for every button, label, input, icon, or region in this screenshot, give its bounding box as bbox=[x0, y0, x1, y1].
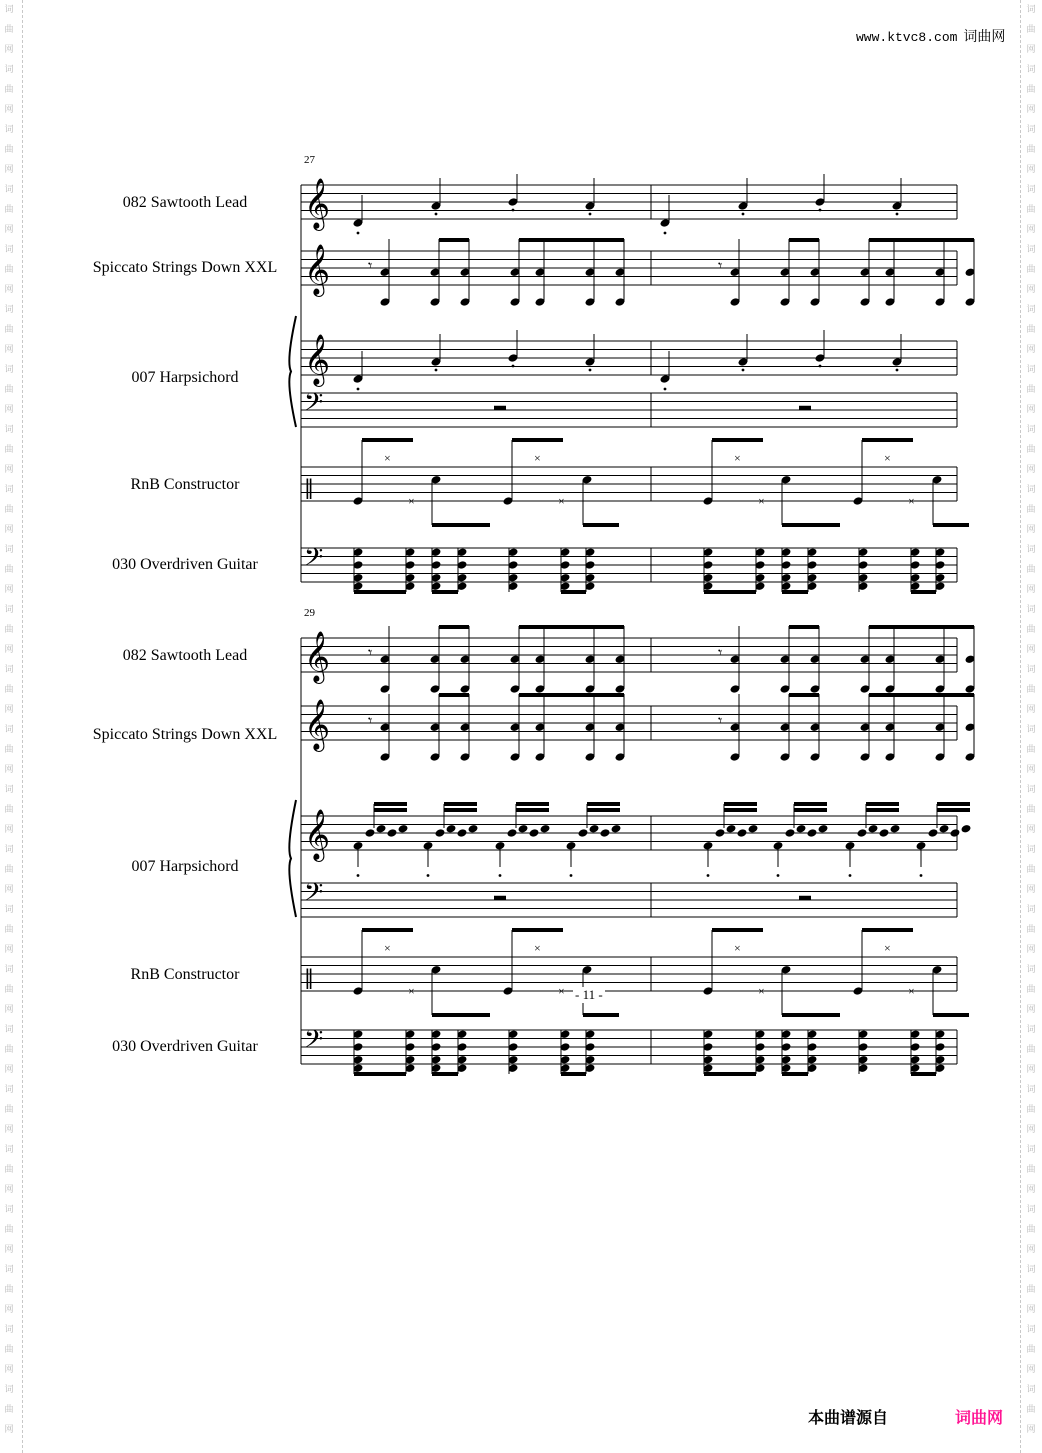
note-head bbox=[939, 824, 950, 834]
beam bbox=[561, 1072, 586, 1076]
staccato-dot bbox=[512, 209, 515, 212]
staccato-dot bbox=[435, 213, 438, 216]
note-head bbox=[376, 824, 387, 834]
beam bbox=[862, 438, 913, 442]
instrument-label: Spiccato Strings Down XXL bbox=[92, 259, 278, 276]
staccato-dot bbox=[589, 213, 592, 216]
instrument-label: RnB Constructor bbox=[130, 476, 240, 493]
staccato-dot bbox=[357, 874, 360, 877]
beam bbox=[439, 693, 469, 697]
beam bbox=[444, 808, 477, 812]
note-head bbox=[529, 828, 540, 838]
treble-clef: 𝄞 bbox=[304, 809, 331, 860]
bass-clef: 𝄢 bbox=[304, 1025, 324, 1060]
staccato-dot bbox=[742, 369, 745, 372]
whole-rest bbox=[799, 406, 811, 410]
instrument-label: 082 Sawtooth Lead bbox=[122, 647, 248, 664]
note-head bbox=[748, 824, 759, 834]
beam bbox=[782, 1013, 840, 1017]
note-head bbox=[818, 824, 829, 834]
staccato-dot bbox=[570, 874, 573, 877]
hihat-x: × bbox=[558, 984, 565, 998]
note-head bbox=[857, 828, 868, 838]
beam bbox=[712, 928, 763, 932]
note-head bbox=[726, 824, 737, 834]
staccato-dot bbox=[777, 874, 780, 877]
note-head bbox=[715, 828, 726, 838]
beam bbox=[362, 438, 413, 442]
staccato-dot bbox=[589, 369, 592, 372]
beam bbox=[866, 802, 899, 806]
hihat-x: × bbox=[758, 984, 765, 998]
brace bbox=[289, 800, 296, 917]
note-head bbox=[796, 824, 807, 834]
beam bbox=[512, 438, 563, 442]
brace bbox=[289, 316, 296, 427]
note-head bbox=[589, 824, 600, 834]
watermark-left: 词 曲 网 词 曲 网 词 曲 网 词 曲 网 词 曲 网 词 曲 网 词 曲 网 词 曲 网 词 曲 网 词 曲 网 词 曲 网 词 曲 网 词 曲 网 词 曲 网 词 曲 网 词 曲 网 词 曲 网 词 曲 网 词 曲 网 词 曲 网 词 曲 网 词 曲 网 词 曲 网 词 曲 网 bbox=[4, 5, 14, 1435]
treble-clef: 𝄞 bbox=[304, 699, 331, 750]
instrument-label: Spiccato Strings Down XXL bbox=[92, 726, 278, 743]
hihat-x: × bbox=[408, 494, 415, 508]
staccato-dot bbox=[512, 365, 515, 368]
staccato-dot bbox=[896, 213, 899, 216]
note-head bbox=[785, 828, 796, 838]
beam bbox=[933, 1013, 969, 1017]
header-site: 词曲网 bbox=[963, 29, 1006, 45]
beam bbox=[432, 590, 458, 594]
hihat-x: × bbox=[884, 941, 891, 955]
beam bbox=[782, 1072, 808, 1076]
note-head bbox=[578, 828, 589, 838]
beam bbox=[782, 590, 808, 594]
beam bbox=[866, 808, 899, 812]
instrument-label: 007 Harpsichord bbox=[131, 858, 239, 875]
eighth-rest: 𝄾 bbox=[718, 713, 723, 730]
beam bbox=[374, 802, 407, 806]
beam bbox=[794, 802, 827, 806]
note-head bbox=[868, 824, 879, 834]
staccato-dot bbox=[920, 874, 923, 877]
treble-clef: 𝄞 bbox=[304, 334, 331, 385]
eighth-rest: 𝄾 bbox=[368, 258, 373, 275]
note-head bbox=[807, 828, 818, 838]
beam bbox=[516, 802, 549, 806]
beam bbox=[439, 625, 469, 629]
hihat-x: × bbox=[734, 451, 741, 465]
note-head bbox=[468, 824, 479, 834]
eighth-rest: 𝄾 bbox=[368, 713, 373, 730]
staccato-dot bbox=[849, 874, 852, 877]
eighth-rest: 𝄾 bbox=[368, 645, 373, 662]
staccato-dot bbox=[357, 232, 360, 235]
footer-source-label: 本曲谱源自 bbox=[808, 1408, 889, 1427]
staccato-dot bbox=[435, 369, 438, 372]
beam bbox=[724, 808, 757, 812]
beam bbox=[789, 625, 819, 629]
note-head bbox=[611, 824, 622, 834]
beam bbox=[704, 1072, 756, 1076]
staccato-dot bbox=[896, 369, 899, 372]
note-head bbox=[518, 824, 529, 834]
note-head bbox=[507, 828, 518, 838]
perc-clef: ‖ bbox=[304, 965, 314, 989]
staccato-dot bbox=[499, 874, 502, 877]
beam bbox=[794, 808, 827, 812]
instrument-label: 030 Overdriven Guitar bbox=[112, 556, 258, 573]
whole-rest bbox=[494, 406, 506, 410]
beam bbox=[869, 625, 974, 629]
perc-clef: ‖ bbox=[304, 475, 314, 499]
beam bbox=[587, 808, 620, 812]
beam bbox=[789, 693, 819, 697]
hihat-x: × bbox=[884, 451, 891, 465]
beam bbox=[354, 1072, 406, 1076]
instrument-label: 007 Harpsichord bbox=[131, 369, 239, 386]
beam bbox=[519, 693, 624, 697]
beam bbox=[561, 590, 586, 594]
measure-number: 29 bbox=[304, 607, 315, 619]
treble-clef: 𝄞 bbox=[304, 244, 331, 295]
staccato-dot bbox=[819, 209, 822, 212]
bass-clef: 𝄢 bbox=[304, 878, 324, 913]
beam bbox=[862, 928, 913, 932]
hihat-x: × bbox=[758, 494, 765, 508]
note-head bbox=[398, 824, 409, 834]
note-head bbox=[365, 828, 376, 838]
beam bbox=[724, 802, 757, 806]
hihat-x: × bbox=[558, 494, 565, 508]
whole-rest bbox=[799, 896, 811, 900]
measure-number: 27 bbox=[304, 154, 315, 166]
note-head bbox=[737, 828, 748, 838]
beam bbox=[432, 523, 490, 527]
beam bbox=[869, 693, 974, 697]
beam bbox=[432, 1013, 490, 1017]
hihat-x: × bbox=[384, 451, 391, 465]
note-head bbox=[890, 824, 901, 834]
watermark-right: 词 曲 网 词 曲 网 词 曲 网 词 曲 网 词 曲 网 词 曲 网 词 曲 网 词 曲 网 词 曲 网 词 曲 网 词 曲 网 词 曲 网 词 曲 网 词 曲 网 词 曲 网 词 曲 网 词 曲 网 词 曲 网 词 曲 网 词 曲 网 词 曲 网 词 曲 网 词 曲 网 词 曲 网 bbox=[1026, 5, 1036, 1435]
beam bbox=[911, 1072, 936, 1076]
note-head bbox=[457, 828, 468, 838]
beam bbox=[712, 438, 763, 442]
note-head bbox=[928, 828, 939, 838]
hihat-x: × bbox=[908, 984, 915, 998]
bass-clef: 𝄢 bbox=[304, 388, 324, 423]
beam bbox=[789, 238, 819, 242]
eighth-rest: 𝄾 bbox=[718, 645, 723, 662]
beam bbox=[362, 928, 413, 932]
staccato-dot bbox=[819, 365, 822, 368]
beam bbox=[583, 1013, 619, 1017]
hihat-x: × bbox=[408, 984, 415, 998]
staccato-dot bbox=[427, 874, 430, 877]
beam bbox=[782, 523, 840, 527]
whole-rest bbox=[494, 896, 506, 900]
note-head bbox=[600, 828, 611, 838]
hihat-x: × bbox=[534, 941, 541, 955]
note-head bbox=[446, 824, 457, 834]
eighth-rest: 𝄾 bbox=[718, 258, 723, 275]
instrument-label: 082 Sawtooth Lead bbox=[122, 194, 248, 211]
beam bbox=[374, 808, 407, 812]
note-head bbox=[961, 824, 972, 834]
staccato-dot bbox=[664, 388, 667, 391]
beam bbox=[869, 238, 974, 242]
beam bbox=[933, 523, 969, 527]
beam bbox=[583, 523, 619, 527]
staccato-dot bbox=[357, 388, 360, 391]
footer-site-link[interactable]: 词曲网 bbox=[955, 1408, 1004, 1427]
staccato-dot bbox=[664, 232, 667, 235]
beam bbox=[937, 802, 970, 806]
beam bbox=[519, 238, 624, 242]
bass-clef: 𝄢 bbox=[304, 543, 324, 578]
beam bbox=[704, 590, 756, 594]
header-url[interactable]: www.ktvc8.com bbox=[856, 30, 958, 45]
beam bbox=[512, 928, 563, 932]
note-head bbox=[435, 828, 446, 838]
page-number: - 11 - bbox=[575, 987, 603, 1002]
note-head bbox=[879, 828, 890, 838]
hihat-x: × bbox=[534, 451, 541, 465]
beam bbox=[519, 625, 624, 629]
hihat-x: × bbox=[734, 941, 741, 955]
beam bbox=[354, 590, 406, 594]
note-head bbox=[387, 828, 398, 838]
staccato-dot bbox=[707, 874, 710, 877]
hihat-x: × bbox=[384, 941, 391, 955]
beam bbox=[937, 808, 970, 812]
staccato-dot bbox=[742, 213, 745, 216]
beam bbox=[587, 802, 620, 806]
note-head bbox=[950, 828, 961, 838]
hihat-x: × bbox=[908, 494, 915, 508]
beam bbox=[911, 590, 936, 594]
treble-clef: 𝄞 bbox=[304, 178, 331, 229]
treble-clef: 𝄞 bbox=[304, 631, 331, 682]
beam bbox=[432, 1072, 458, 1076]
instrument-label: 030 Overdriven Guitar bbox=[112, 1038, 258, 1055]
instrument-label: RnB Constructor bbox=[130, 966, 240, 983]
beam bbox=[439, 238, 469, 242]
beam bbox=[444, 802, 477, 806]
note-head bbox=[540, 824, 551, 834]
beam bbox=[516, 808, 549, 812]
